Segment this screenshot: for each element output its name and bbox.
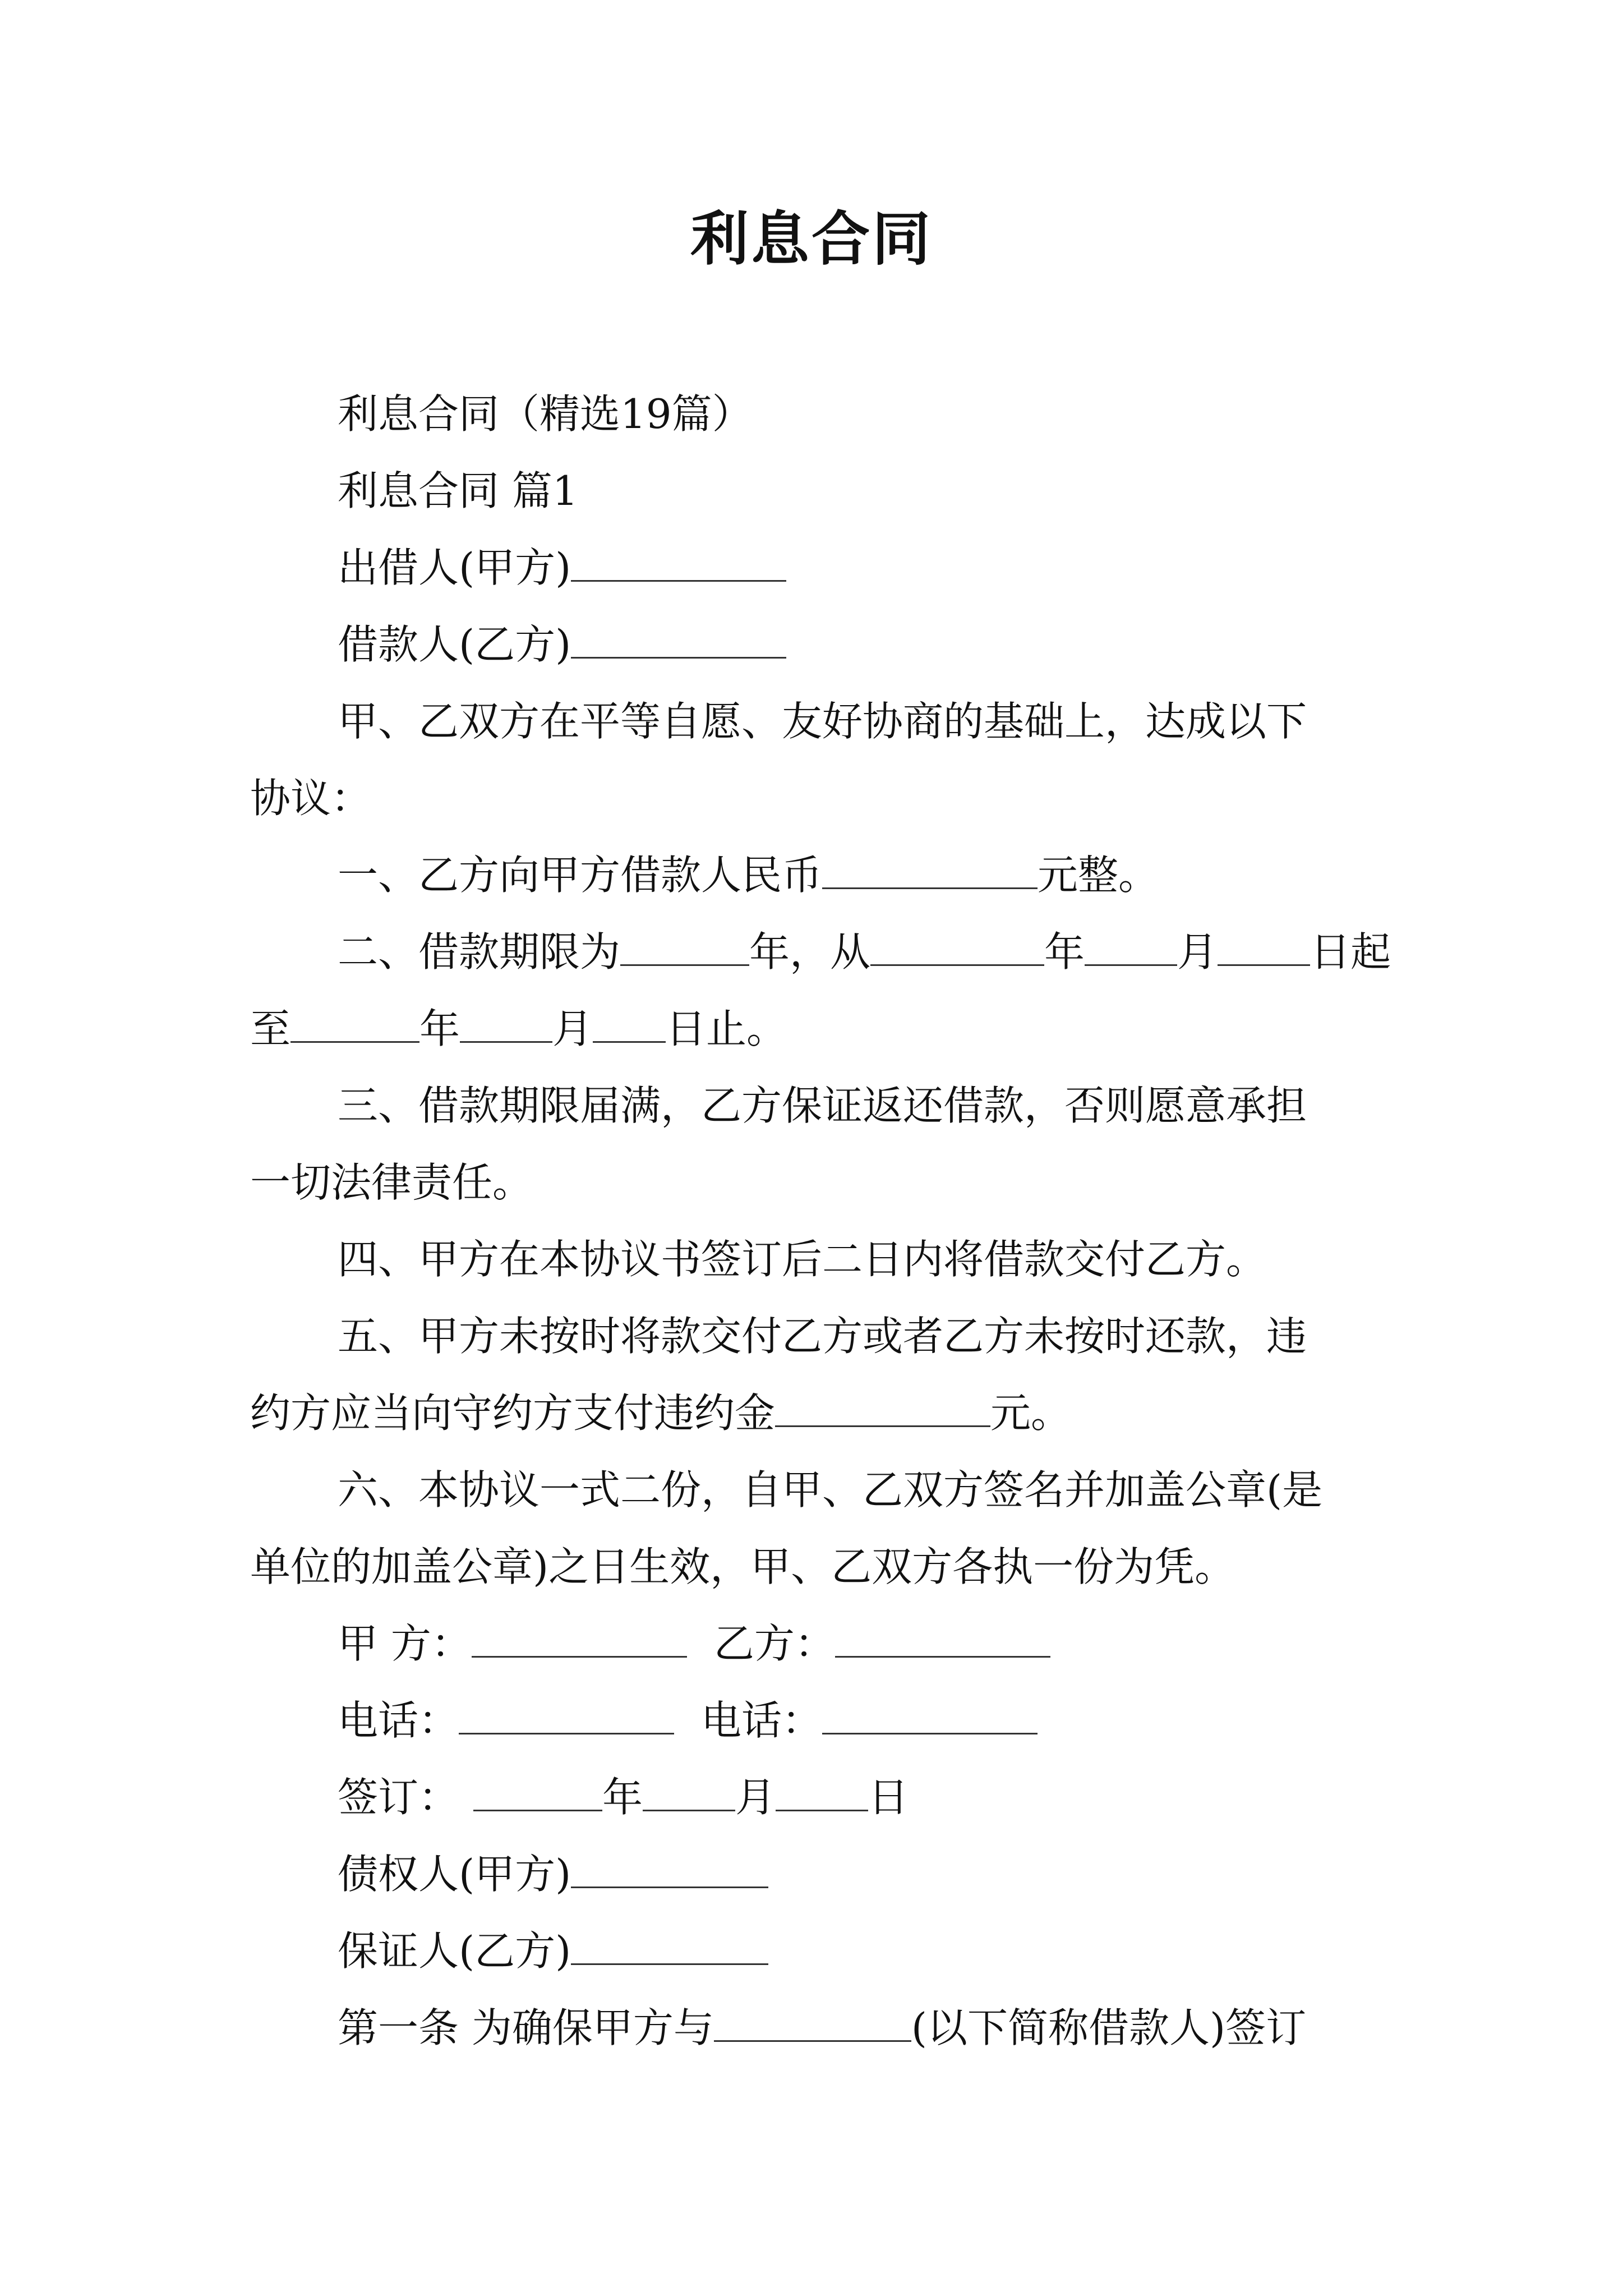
article-2-line-1 bbox=[250, 914, 1391, 991]
start-year-blank bbox=[870, 925, 1044, 966]
article-5-unit: 元。 bbox=[990, 1389, 1072, 1437]
article-2-text: 二、借款期限为 bbox=[338, 928, 621, 976]
article-2-year: 年 bbox=[1044, 928, 1085, 976]
sign-date-line bbox=[250, 1759, 1383, 1836]
article-2-end-day: 日止。 bbox=[666, 1005, 787, 1052]
party-a-label: 甲 方： bbox=[338, 1620, 472, 1667]
phone-a-label: 电话： bbox=[338, 1697, 459, 1744]
article-2-to: 至 bbox=[250, 1005, 291, 1052]
start-month-blank bbox=[1085, 925, 1177, 966]
article-2-month: 月 bbox=[1177, 928, 1218, 976]
document-body bbox=[250, 376, 1391, 2067]
clause-1-continued: (以下简称借款人)签订 bbox=[911, 2004, 1307, 2051]
borrower-name-blank bbox=[714, 2001, 911, 2042]
party-a-blank bbox=[472, 1617, 687, 1658]
parties-line bbox=[250, 1605, 1383, 1682]
subtitle: 利息合同（精选19篇） bbox=[338, 390, 753, 438]
article-5-line-2 bbox=[250, 1375, 1383, 1452]
borrower-line bbox=[250, 606, 1383, 683]
article-3-line-1: 三、借款期限届满，乙方保证返还借款，否则愿意承担 bbox=[338, 1082, 1307, 1129]
creditor-blank bbox=[571, 1847, 768, 1888]
sign-label: 签订： bbox=[338, 1774, 459, 1821]
borrower-blank bbox=[571, 618, 786, 659]
end-month-blank bbox=[460, 1002, 552, 1043]
end-day-blank bbox=[593, 1002, 666, 1043]
article-3-line-2: 一切法律责任。 bbox=[250, 1159, 533, 1206]
party-b-blank bbox=[835, 1617, 1050, 1658]
article-4: 四、甲方在本协议书签订后二日内将借款交付乙方。 bbox=[338, 1236, 1267, 1283]
phone-b-label: 电话： bbox=[701, 1697, 823, 1744]
lender-label: 出借人(甲方) bbox=[338, 544, 571, 591]
creditor-line bbox=[250, 1836, 1383, 1913]
guarantor-line bbox=[250, 1913, 1383, 1990]
intro-line-1: 甲、乙双方在平等自愿、友好协商的基础上，达成以下 bbox=[338, 698, 1307, 745]
clause-1-line bbox=[250, 1990, 1383, 2067]
article-1 bbox=[250, 837, 1383, 914]
sign-month-blank bbox=[643, 1770, 735, 1811]
sign-year-blank bbox=[473, 1770, 602, 1811]
article-2-day: 日起 bbox=[1310, 928, 1391, 976]
lender-line bbox=[250, 530, 1383, 606]
phone-line bbox=[250, 1682, 1383, 1759]
guarantor-label: 保证人(乙方) bbox=[338, 1927, 571, 1975]
article-1-text: 一、乙方向甲方借款人民币 bbox=[338, 852, 823, 899]
sign-month: 月 bbox=[735, 1774, 776, 1821]
article-2-line-2 bbox=[250, 991, 1383, 1068]
creditor-label: 债权人(甲方) bbox=[338, 1851, 571, 1898]
sign-year: 年 bbox=[602, 1774, 643, 1821]
article-2-end-month: 月 bbox=[552, 1005, 593, 1052]
article-6-line-2: 单位的加盖公章)之日生效，甲、乙双方各执一份为凭。 bbox=[250, 1543, 1235, 1590]
end-year-blank bbox=[291, 1002, 419, 1043]
phone-b-blank bbox=[822, 1694, 1038, 1734]
sign-day-blank bbox=[776, 1770, 868, 1811]
sign-day: 日 bbox=[868, 1774, 909, 1821]
article-5-line-1: 五、甲方未按时将款交付乙方或者乙方未按时还款，违 bbox=[338, 1313, 1307, 1360]
article-6-line-1: 六、本协议一式二份，自甲、乙双方签名并加盖公章(是 bbox=[338, 1466, 1323, 1513]
amount-blank bbox=[822, 848, 1038, 889]
document-title: 利息合同 bbox=[690, 204, 933, 273]
lender-blank bbox=[571, 541, 786, 582]
phone-a-blank bbox=[459, 1694, 674, 1734]
article-1-unit: 元整。 bbox=[1038, 852, 1159, 899]
article-5-text: 约方应当向守约方支付违约金 bbox=[250, 1389, 776, 1437]
article-2-from: 年，从 bbox=[749, 928, 871, 976]
intro-line-2: 协议： bbox=[250, 775, 372, 822]
article-2-end-year: 年 bbox=[419, 1005, 460, 1052]
guarantor-blank bbox=[571, 1924, 768, 1965]
term-years-blank bbox=[620, 925, 749, 966]
start-day-blank bbox=[1218, 925, 1310, 966]
section-heading: 利息合同 篇1 bbox=[338, 467, 578, 514]
penalty-blank bbox=[775, 1386, 990, 1427]
borrower-label: 借款人(乙方) bbox=[338, 621, 571, 668]
clause-1-text: 第一条 为确保甲方与 bbox=[338, 2004, 714, 2051]
party-b-label: 乙方： bbox=[713, 1620, 835, 1667]
